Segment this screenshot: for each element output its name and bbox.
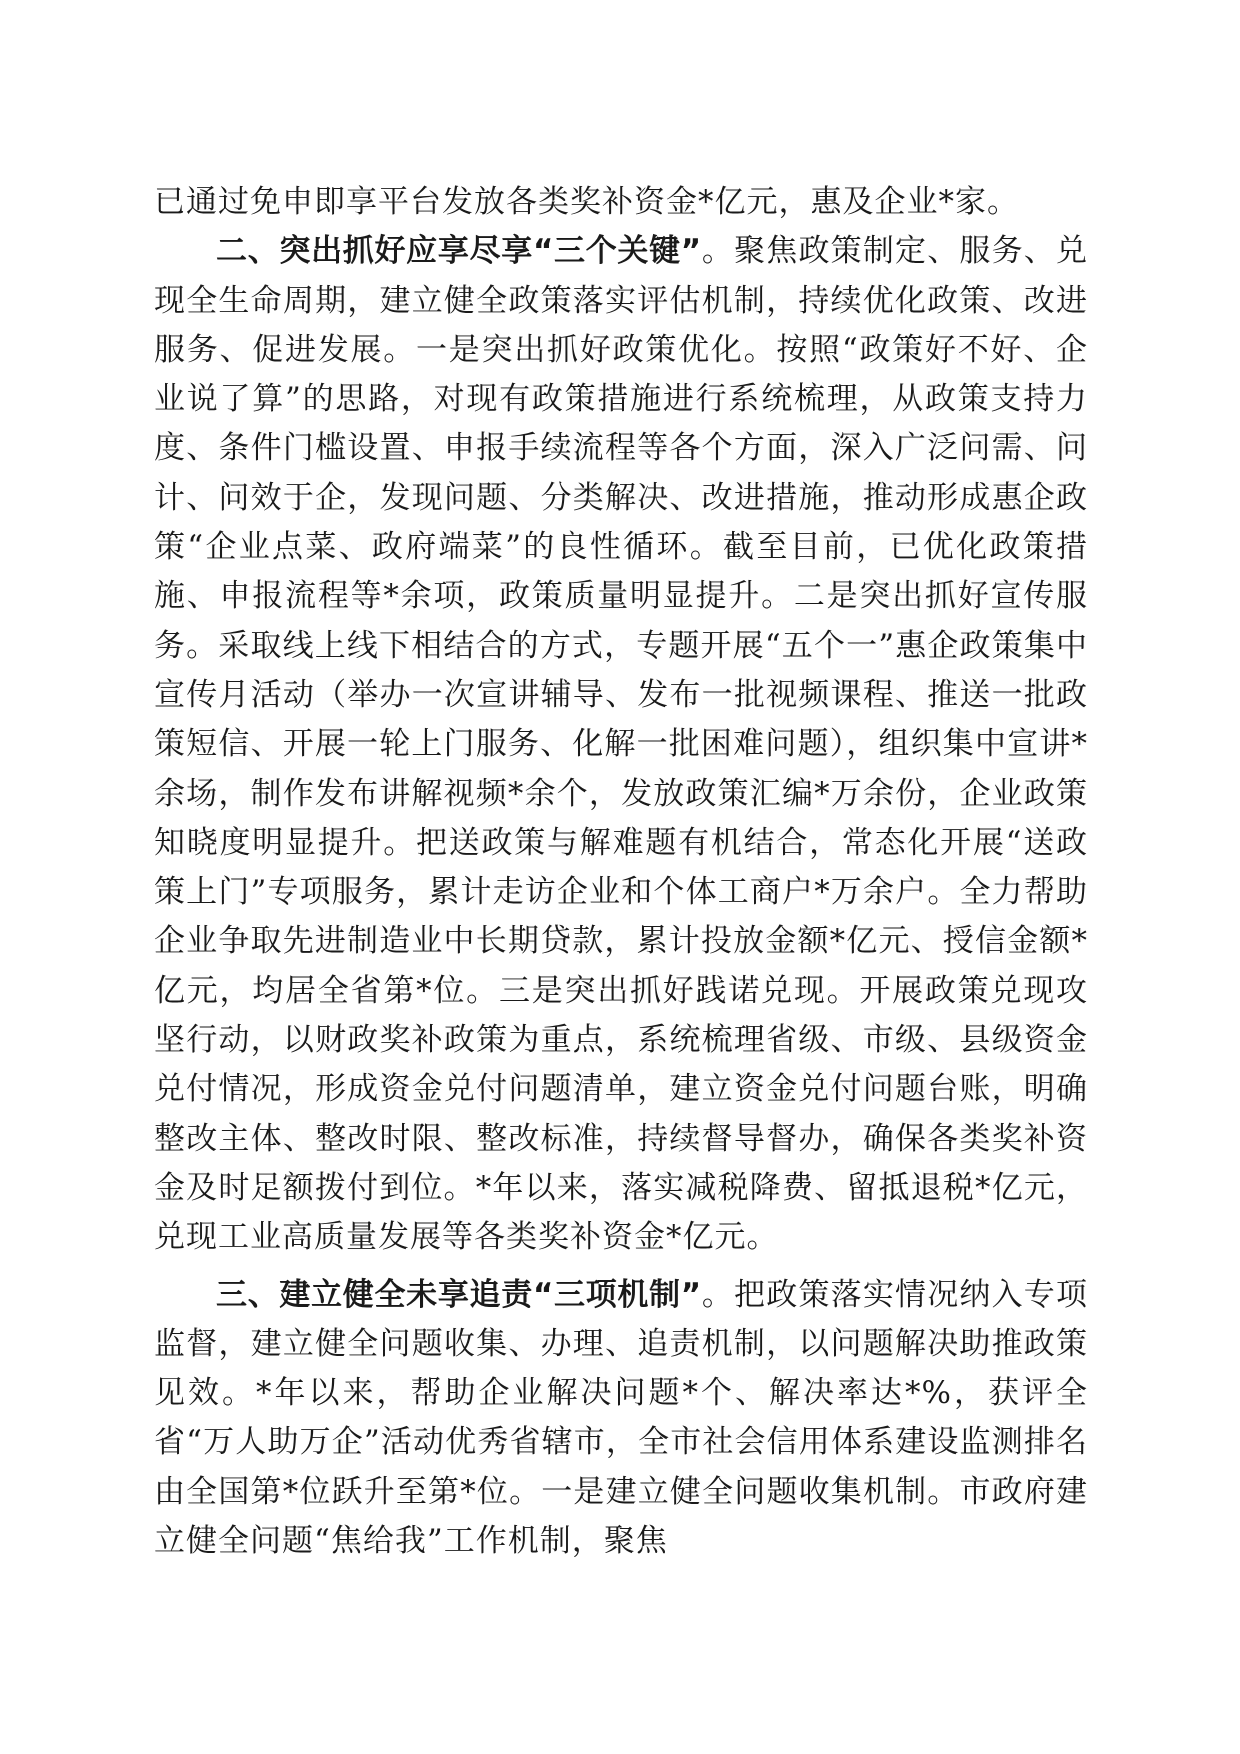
section-two-body: 。聚焦政策制定、服务、兑现全生命周期，建立健全政策落实评估机制，持续优化政策、改进服务、促进发展。一是突出抓好政策优化。按照“政策好不好、企业说了算”的思路，对现有政策措施进行系统梳理，从政策支持力度、条件门槛设置、申报手续流程等各个方面，深入广泛问需、问计、问效于企，发现问题、分类解决、改进措施，推动形成惠企政策“企业点菜、政府端菜”的良性循环。截至目前，已优化政策措施、申报流程等*余项，政策质量明显提升。二是突出抓好宣传服务。采取线上线下相结合的方式，专题开展“五个一”惠企政策集中宣传月活动（举办一次宣讲辅导、发布一批视频课程、推送一批政策短信、开展一轮上门服务、化解一批困难问题），组织集中宣讲*余场，制作发布讲解视频*余个，发放政策汇编*万余份，企业政策知晓度明显提升。把送政策与解难题有机结合，常态化开展“送政策上门”专项服务，累计走访企业和个体工商户*万余户。全力帮助企业争取先进制造业中长期贷款，累计投放金额*亿元、授信金额*亿元，均居全省第*位。三是突出抓好践诺兑现。开展政策兑现攻坚行动，以财政奖补政策为重点，系统梳理省级、市级、县级资金兑付情况，形成资金兑付问题清单，建立资金兑付问题台账，明确整改主体、整改时限、整改标准，持续督导督办，确保各类奖补资金及时足额拨付到位。*年以来，落实减税降费、留抵退税*亿元，兑现工业高质量发展等各类奖补资金*亿元。 [154,233,1089,1256]
paragraph-section-three [154,1271,1088,1567]
paragraph-continuation [154,178,1088,227]
document-body [154,178,1088,1566]
section-three-heading: 三、建立健全未享追责“三项机制” [216,1276,702,1313]
paragraph-section-two [154,227,1088,1262]
section-two-heading: 二、突出抓好应享尽享“三个关键” [216,233,702,270]
section-three-body: 。把政策落实情况纳入专项监督，建立健全问题收集、办理、追责机制，以问题解决助推政策见效。*年以来，帮助企业解决问题*个、解决率达*%，获评全省“万人助万企”活动优秀省辖市，全市社会信用体系建设监测排名由全国第*位跃升至第*位。一是建立健全问题收集机制。市政府建立健全问题“焦给我”工作机制，聚焦 [154,1276,1089,1560]
paragraph-1-body: 已通过免申即享平台发放各类奖补资金*亿元，惠及企业*家。 [154,184,1019,220]
